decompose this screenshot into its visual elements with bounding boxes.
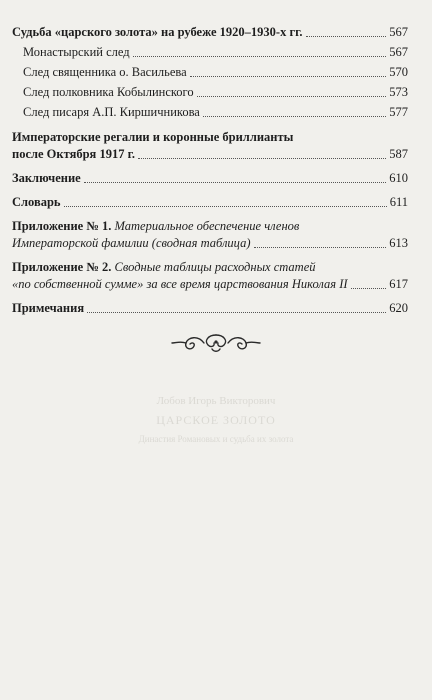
toc-entry <box>12 218 408 252</box>
toc-entry <box>12 170 408 187</box>
toc-page-number: 611 <box>389 195 408 209</box>
toc-entry-title: След полковника Кобылинского <box>23 85 194 99</box>
toc-page-number: 620 <box>389 301 408 315</box>
showthrough-title: ЦАРСКОЕ ЗОЛОТО <box>156 413 276 427</box>
toc-page-number: 610 <box>389 171 408 185</box>
toc-entry-title: Судьба «царского золота» на рубеже 1920–1930-х гг. <box>12 25 303 39</box>
toc-entry-title: След священника о. Васильева <box>23 65 187 79</box>
toc-entry-title-line: Материальное обеспечение членов <box>114 219 300 233</box>
toc-entry-title: Заключение <box>12 171 81 185</box>
appendix-label: Приложение № 2. <box>12 260 112 274</box>
toc-page-number: 577 <box>389 105 408 119</box>
toc-entry-title: Словарь <box>12 195 61 209</box>
dot-leader <box>138 157 386 159</box>
table-of-contents <box>12 24 408 317</box>
toc-page-number: 613 <box>389 236 408 250</box>
dot-leader <box>64 205 387 207</box>
toc-entry-title-line: Императорские регалии и коронные бриллианты <box>12 130 294 144</box>
toc-page-number: 570 <box>389 65 408 79</box>
dot-leader <box>133 55 387 57</box>
toc-entry-title-line: «по собственной сумме» за все время царствования Николая II <box>12 277 348 291</box>
toc-entry <box>12 129 408 163</box>
toc-entry <box>12 64 408 81</box>
dot-leader <box>351 287 387 289</box>
dot-leader <box>190 75 387 77</box>
toc-entry <box>12 24 408 41</box>
toc-entry-title-line: Императорской фамилии (сводная таблица) <box>12 236 251 250</box>
appendix-label: Приложение № 1. <box>12 219 112 233</box>
toc-page-number: 573 <box>389 85 408 99</box>
toc-entry <box>12 259 408 293</box>
toc-entry <box>12 300 408 317</box>
toc-entry <box>12 44 408 61</box>
dot-leader <box>306 35 387 37</box>
toc-entry-title: Примечания <box>12 301 85 315</box>
toc-page-number: 567 <box>389 45 408 59</box>
decorative-flourish-icon <box>168 331 264 355</box>
toc-entry-title-line: после Октября 1917 г. <box>12 147 135 161</box>
toc-entry-title: След писаря А.П. Киршичникова <box>23 105 200 119</box>
toc-page-number: 567 <box>389 25 408 39</box>
dot-leader <box>254 246 387 248</box>
dot-leader <box>87 311 386 313</box>
toc-entry-title-line: Сводные таблицы расходных статей <box>114 260 316 274</box>
dot-leader <box>84 181 387 183</box>
dot-leader <box>197 95 387 97</box>
toc-entry-title: Монастырский след <box>23 45 130 59</box>
toc-page-number: 587 <box>389 147 408 161</box>
toc-page-number: 617 <box>389 277 408 291</box>
dot-leader <box>203 115 386 117</box>
toc-entry <box>12 194 408 211</box>
toc-entry <box>12 104 408 121</box>
showthrough-subtitle: Династия Романовых и судьба их золота <box>138 434 294 444</box>
toc-entry <box>12 84 408 101</box>
showthrough-author: Лобов Игорь Викторович <box>156 395 276 407</box>
